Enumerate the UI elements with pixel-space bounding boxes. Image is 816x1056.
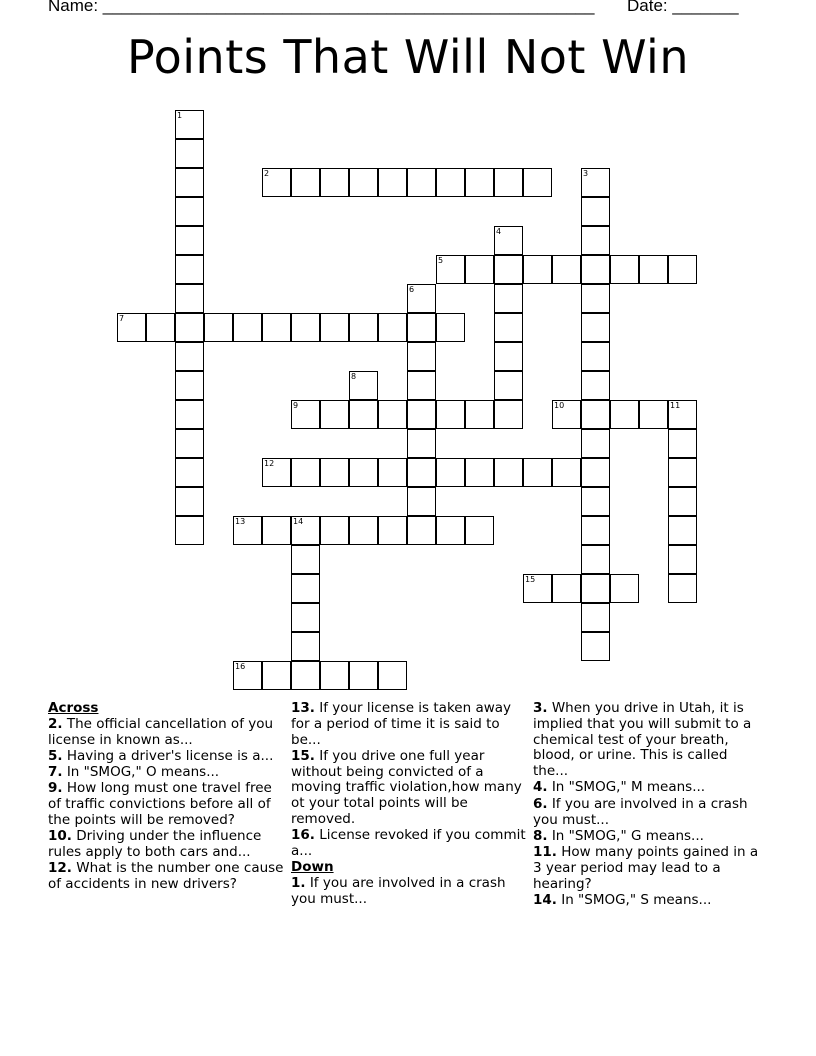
grid-cell[interactable]	[552, 255, 581, 284]
across-heading: Across	[48, 700, 99, 716]
grid-cell[interactable]	[175, 371, 204, 400]
clue-number: 6.	[533, 795, 548, 812]
grid-cell[interactable]	[291, 574, 320, 603]
grid-cell[interactable]	[291, 632, 320, 661]
cell-number: 8	[351, 372, 357, 381]
grid-cell[interactable]	[494, 168, 523, 197]
grid-cell[interactable]	[494, 371, 523, 400]
grid-cell[interactable]	[581, 574, 610, 603]
clues-column-3	[533, 701, 765, 909]
grid-cell[interactable]	[407, 342, 436, 371]
grid-cell[interactable]	[175, 342, 204, 371]
clue-number: 11.	[533, 844, 557, 861]
grid-cell[interactable]	[233, 313, 262, 342]
down-clue	[533, 893, 765, 909]
grid-cell[interactable]	[407, 400, 436, 429]
clue-number: 10.	[48, 828, 72, 845]
clue-text: If you are involved in a crash you must...	[533, 795, 748, 828]
down-clue	[291, 876, 527, 908]
grid-cell[interactable]	[175, 458, 204, 487]
cell-number: 4	[496, 227, 502, 236]
grid-cell[interactable]	[175, 168, 204, 197]
grid-cell[interactable]	[407, 429, 436, 458]
grid-cell[interactable]	[291, 168, 320, 197]
down-clue	[533, 780, 765, 796]
clue-number: 5.	[48, 747, 63, 764]
clues-column-1	[48, 701, 284, 894]
grid-cell[interactable]	[494, 400, 523, 429]
name-line: Name: ____________________________________________________	[48, 0, 595, 15]
grid-cell[interactable]	[523, 168, 552, 197]
grid-cell[interactable]	[668, 574, 697, 603]
grid-cell[interactable]	[378, 168, 407, 197]
clue-number: 1.	[291, 875, 306, 892]
grid-cell[interactable]	[233, 661, 262, 690]
grid-cell[interactable]	[407, 458, 436, 487]
grid-cell[interactable]	[581, 545, 610, 574]
grid-cell[interactable]	[581, 313, 610, 342]
clue-number: 4.	[533, 779, 548, 796]
grid-cell[interactable]	[581, 603, 610, 632]
grid-cell[interactable]	[436, 168, 465, 197]
grid-cell[interactable]	[407, 516, 436, 545]
clue-text: If you are involved in a crash you must...	[291, 875, 506, 908]
grid-cell[interactable]	[523, 574, 552, 603]
grid-cell[interactable]	[349, 371, 378, 400]
clue-text: The official cancellation of you license in known as...	[48, 715, 274, 748]
grid-cell[interactable]	[494, 313, 523, 342]
grid-cell[interactable]	[262, 516, 291, 545]
grid-cell[interactable]	[407, 168, 436, 197]
grid-cell[interactable]	[407, 313, 436, 342]
grid-cell[interactable]	[291, 458, 320, 487]
grid-cell[interactable]	[175, 197, 204, 226]
clue-text: In "SMOG," G means...	[551, 827, 704, 844]
grid-cell[interactable]	[552, 458, 581, 487]
grid-cell[interactable]	[668, 400, 697, 429]
grid-cell[interactable]	[204, 313, 233, 342]
cell-number: 15	[525, 575, 536, 584]
grid-cell[interactable]	[175, 516, 204, 545]
cell-number: 9	[293, 401, 299, 410]
clue-text: In "SMOG," O means...	[66, 764, 220, 781]
grid-cell[interactable]	[262, 661, 291, 690]
across-clue	[48, 861, 284, 893]
grid-cell[interactable]	[668, 429, 697, 458]
cell-number: 3	[583, 169, 589, 178]
across-clue	[48, 781, 284, 828]
cell-number: 16	[235, 662, 246, 671]
cell-number: 6	[409, 285, 415, 294]
grid-cell[interactable]	[523, 255, 552, 284]
grid-cell[interactable]	[407, 284, 436, 313]
grid-cell[interactable]	[581, 226, 610, 255]
grid-cell[interactable]	[407, 487, 436, 516]
page-title: Points That Will Not Win	[127, 30, 689, 84]
grid-cell[interactable]	[523, 458, 552, 487]
clues-column-2	[291, 701, 527, 908]
grid-cell[interactable]	[262, 458, 291, 487]
clue-number: 8.	[533, 827, 548, 844]
down-clue	[533, 797, 765, 829]
clue-text: If you drive one full year without being convicted of a moving traffic violation,how many ot your total points will be removed.	[291, 747, 522, 828]
clue-number: 16.	[291, 827, 315, 844]
grid-cell[interactable]	[146, 313, 175, 342]
grid-cell[interactable]	[581, 371, 610, 400]
clue-text: What is the number one cause of accidents in new drivers?	[48, 860, 284, 893]
grid-cell[interactable]	[436, 458, 465, 487]
clue-text: How long must one travel free of traffic convictions before all of the points will be removed?	[48, 780, 272, 829]
grid-cell[interactable]	[494, 342, 523, 371]
grid-cell[interactable]	[465, 400, 494, 429]
grid-cell[interactable]	[175, 139, 204, 168]
grid-cell[interactable]	[407, 371, 436, 400]
grid-cell[interactable]	[581, 197, 610, 226]
grid-cell[interactable]	[436, 313, 465, 342]
across-clue	[48, 829, 284, 861]
grid-cell[interactable]	[436, 400, 465, 429]
clue-number: 7.	[48, 764, 63, 781]
grid-cell[interactable]	[233, 516, 262, 545]
grid-cell[interactable]	[639, 400, 668, 429]
grid-cell[interactable]	[581, 516, 610, 545]
grid-cell[interactable]	[465, 458, 494, 487]
grid-cell[interactable]	[349, 168, 378, 197]
down-clue	[533, 845, 765, 892]
grid-cell[interactable]	[581, 429, 610, 458]
grid-cell[interactable]	[320, 400, 349, 429]
date-line: Date: _______	[627, 0, 739, 15]
grid-cell[interactable]	[581, 168, 610, 197]
grid-cell[interactable]	[668, 516, 697, 545]
grid-cell[interactable]	[349, 400, 378, 429]
grid-cell[interactable]	[465, 168, 494, 197]
grid-cell[interactable]	[668, 487, 697, 516]
grid-cell[interactable]	[175, 487, 204, 516]
grid-cell[interactable]	[262, 313, 291, 342]
grid-cell[interactable]	[320, 516, 349, 545]
grid-cell[interactable]	[175, 284, 204, 313]
cell-number: 10	[554, 401, 565, 410]
clue-text: Having a driver's license is a...	[66, 747, 274, 764]
grid-cell[interactable]	[581, 632, 610, 661]
grid-cell[interactable]	[581, 342, 610, 371]
grid-cell[interactable]	[552, 400, 581, 429]
grid-cell[interactable]	[378, 516, 407, 545]
clue-number: 2.	[48, 715, 63, 732]
grid-cell[interactable]	[668, 458, 697, 487]
grid-cell[interactable]	[610, 400, 639, 429]
cell-number: 12	[264, 459, 275, 468]
cell-number: 14	[293, 517, 304, 526]
clue-number: 9.	[48, 780, 63, 797]
across-clue	[291, 701, 527, 748]
grid-cell[interactable]	[262, 168, 291, 197]
grid-cell[interactable]	[117, 313, 146, 342]
cell-number: 13	[235, 517, 246, 526]
grid-cell[interactable]	[175, 313, 204, 342]
cell-number: 2	[264, 169, 270, 178]
across-clue	[291, 828, 527, 860]
grid-cell[interactable]	[494, 458, 523, 487]
clue-text: When you drive in Utah, it is implied that you will submit to a chemical test of your breath, blood, or urine. This is called the...	[533, 700, 752, 780]
cell-number: 11	[670, 401, 681, 410]
grid-cell[interactable]	[175, 110, 204, 139]
grid-cell[interactable]	[378, 400, 407, 429]
grid-cell[interactable]	[291, 545, 320, 574]
grid-cell[interactable]	[175, 429, 204, 458]
grid-cell[interactable]	[552, 574, 581, 603]
across-clue	[48, 765, 284, 781]
grid-cell[interactable]	[349, 661, 378, 690]
grid-cell[interactable]	[610, 255, 639, 284]
down-heading: Down	[291, 859, 334, 876]
grid-cell[interactable]	[320, 458, 349, 487]
grid-cell[interactable]	[610, 574, 639, 603]
clue-text: In "SMOG," S means...	[561, 892, 712, 909]
grid-cell[interactable]	[291, 400, 320, 429]
grid-cell[interactable]	[668, 255, 697, 284]
grid-cell[interactable]	[581, 458, 610, 487]
grid-cell[interactable]	[349, 313, 378, 342]
grid-cell[interactable]	[291, 313, 320, 342]
grid-cell[interactable]	[349, 458, 378, 487]
grid-cell[interactable]	[465, 255, 494, 284]
cell-number: 7	[119, 314, 125, 323]
grid-cell[interactable]	[349, 516, 378, 545]
grid-cell[interactable]	[494, 226, 523, 255]
clue-text: License revoked if you commit a...	[291, 827, 526, 860]
grid-cell[interactable]	[378, 458, 407, 487]
grid-cell[interactable]	[320, 168, 349, 197]
clue-text: If your license is taken away for a period of time it is said to be...	[291, 700, 512, 748]
grid-cell[interactable]	[436, 255, 465, 284]
grid-cell[interactable]	[291, 661, 320, 690]
clue-number: 3.	[533, 700, 548, 716]
cell-number: 1	[177, 111, 183, 120]
grid-cell[interactable]	[668, 545, 697, 574]
grid-cell[interactable]	[494, 255, 523, 284]
across-clue	[48, 717, 284, 749]
cell-number: 5	[438, 256, 444, 265]
down-clue	[533, 829, 765, 845]
grid-cell[interactable]	[320, 313, 349, 342]
clue-number: 13.	[291, 700, 315, 716]
grid-cell[interactable]	[320, 661, 349, 690]
grid-cell[interactable]	[581, 255, 610, 284]
grid-cell[interactable]	[175, 400, 204, 429]
grid-cell[interactable]	[581, 487, 610, 516]
clue-text: Driving under the influence rules apply to both cars and...	[48, 828, 262, 861]
clue-text: How many points gained in a 3 year period may lead to a hearing?	[533, 844, 759, 892]
grid-cell[interactable]	[378, 313, 407, 342]
clue-number: 14.	[533, 892, 557, 909]
grid-cell[interactable]	[175, 255, 204, 284]
clue-text: In "SMOG," M means...	[551, 779, 706, 796]
grid-cell[interactable]	[639, 255, 668, 284]
across-clue	[48, 749, 284, 765]
grid-cell[interactable]	[175, 226, 204, 255]
grid-cell[interactable]	[494, 284, 523, 313]
across-clue	[291, 749, 527, 828]
clue-number: 12.	[48, 860, 72, 877]
grid-cell[interactable]	[581, 284, 610, 313]
clue-number: 15.	[291, 747, 315, 764]
grid-cell[interactable]	[291, 603, 320, 632]
grid-cell[interactable]	[436, 516, 465, 545]
down-clue	[533, 701, 765, 780]
grid-cell[interactable]	[291, 516, 320, 545]
grid-cell[interactable]	[581, 400, 610, 429]
grid-cell[interactable]	[465, 516, 494, 545]
grid-cell[interactable]	[378, 661, 407, 690]
